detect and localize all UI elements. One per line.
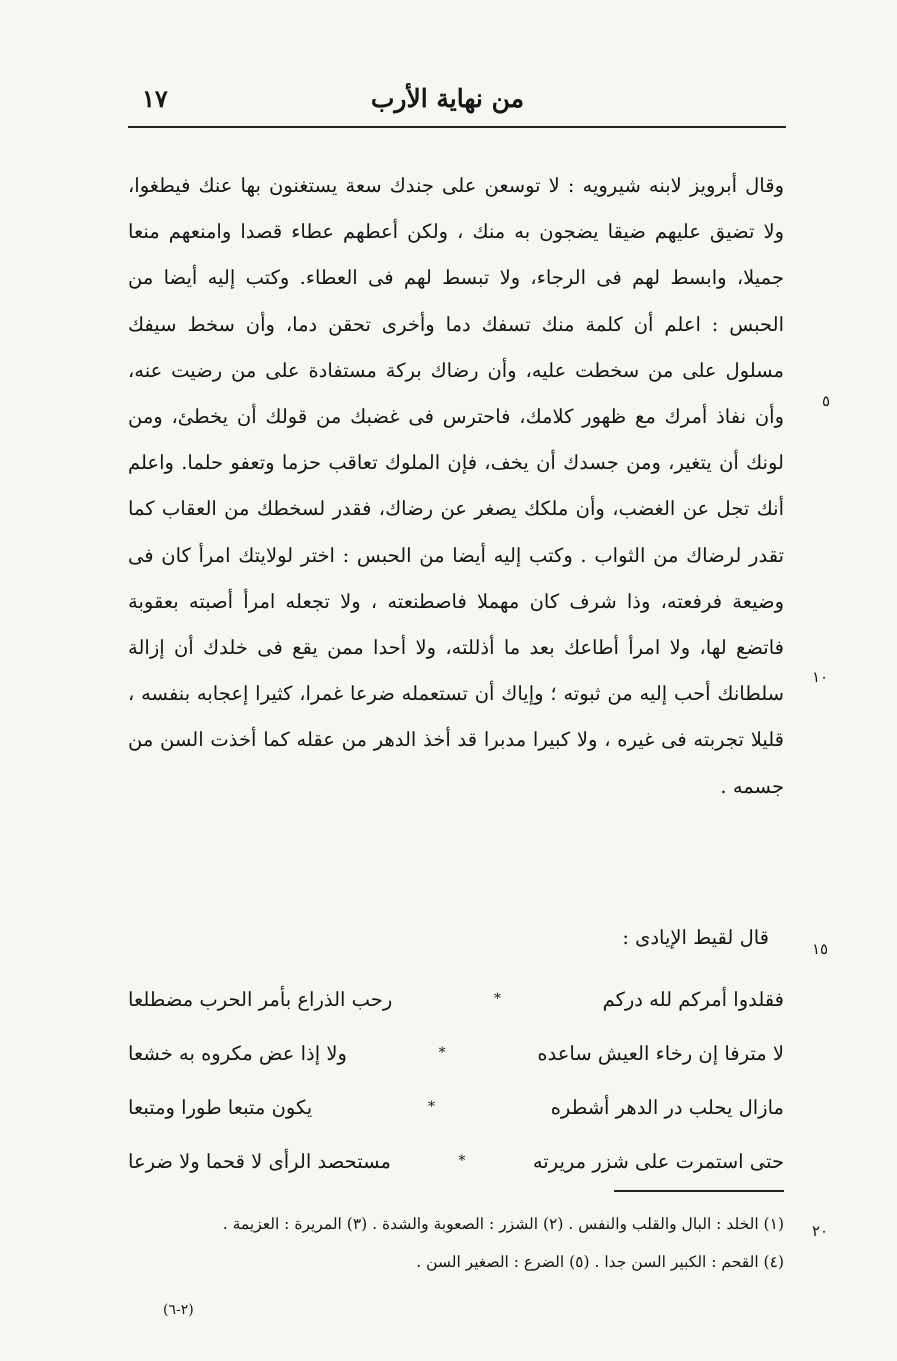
verse xyxy=(128,1134,784,1188)
footnote-line: (٤) القحم : الكبير السن جدا . (٥) الضرع : الصغير السن . xyxy=(416,1253,784,1271)
poem-intro: قال لقيط الإيادى : xyxy=(622,926,769,949)
verse-first-half: فقلدوا أمركم لله دركم xyxy=(602,987,784,1011)
line-number-5: ٥ xyxy=(822,392,831,410)
verse-first-half: حتى استمرت على شزر مريرته xyxy=(532,1149,784,1173)
footnote-line: (١) الخلد : البال والقلب والنفس . (٢) الشزر : الصعوبة والشدة . (٣) المريرة : العزيمة . xyxy=(222,1215,784,1233)
verse-second-half: يكون متبعا طورا ومتبعا xyxy=(128,1095,313,1119)
page-number: ١٧ xyxy=(142,84,168,113)
verse-first-half: مازال يحلب در الدهر أشطره xyxy=(550,1095,784,1119)
signature-mark: (٢-٦) xyxy=(163,1302,194,1318)
verse xyxy=(128,972,784,1026)
verse-second-half: ولا إذا عض مكروه به خشعا xyxy=(128,1041,347,1065)
verse-separator: * xyxy=(493,991,501,1007)
verse-separator: * xyxy=(458,1153,466,1169)
line-number-10: ١٠ xyxy=(812,668,829,686)
running-title: من نهاية الأرب xyxy=(370,84,524,113)
verse xyxy=(128,1080,784,1134)
line-number-15: ١٥ xyxy=(812,940,829,958)
verse-separator: * xyxy=(427,1099,435,1115)
verse xyxy=(128,1026,784,1080)
verse-separator: * xyxy=(438,1045,446,1061)
verse-second-half: مستحصد الرأى لا قحما ولا ضرعا xyxy=(128,1149,391,1173)
verse-first-half: لا مترفا إن رخاء العيش ساعده xyxy=(537,1041,784,1065)
footnote-divider xyxy=(614,1190,784,1192)
poem xyxy=(128,972,784,1188)
footnotes xyxy=(128,1205,784,1281)
prose-paragraph: وقال أبرويز لابنه شيرويه : لا توسعن على جندك سعة يستغنون بها عنك فيطغوا، ولا تضيق عليهم ضيقا يضجون به منك ، ولكن أعطهم عطاء قصدا وامنعهم منعا جميلا، وابسط لهم فى الرجاء، ولا تبسط لهم فى العطاء. وكتب إليه أيضا من الحبس : اعلم أن كلمة منك تسفك دما وأخرى تحقن دما، وأن سخط سيفك مسلول على من سخطت عليه، وأن رضاك بركة مستفادة على من رضيت عنه، وأن نفاذ أمرك مع ظهور كلامك، فاحترس فى غضبك من قولك أن يخطئ، ومن لونك أن يتغير، ومن جسدك أن يخف، فإن الملوك تعاقب حزما وتعفو حلما. واعلم أنك تجل عن الغضب، وأن ملكك يصغر عن رضاك، فقدر لسخطك من العقاب كما تقدر لرضاك من الثواب . وكتب إليه أيضا من الحبس : اختر لولايتك امرأ كان فى وضيعة فرفعته، وذا شرف كان مهملا فاصطنعته ، ولا تجعله امرأ أصبته بعقوبة فاتضع لها، ولا امرأ أطاعك بعد ما أذللته، ولا أحدا ممن يقع فى خلدك أن إزالة سلطانك أحب إليه من ثبوته ؛ وإياك أن تستعمله ضرعا غمرا، كثيرا إعجابه بنفسه ، قليلا تجربته فى غيره ، ولا كبيرا مدبرا قد أخذ الدهر من عقله كما أخذت السن من جسمه . xyxy=(128,174,785,798)
verse-second-half: رحب الذراع بأمر الحرب مضطلعا xyxy=(128,987,393,1011)
line-number-20: ٢٠ xyxy=(812,1222,829,1240)
page-header xyxy=(128,82,786,128)
main-text xyxy=(128,163,784,810)
